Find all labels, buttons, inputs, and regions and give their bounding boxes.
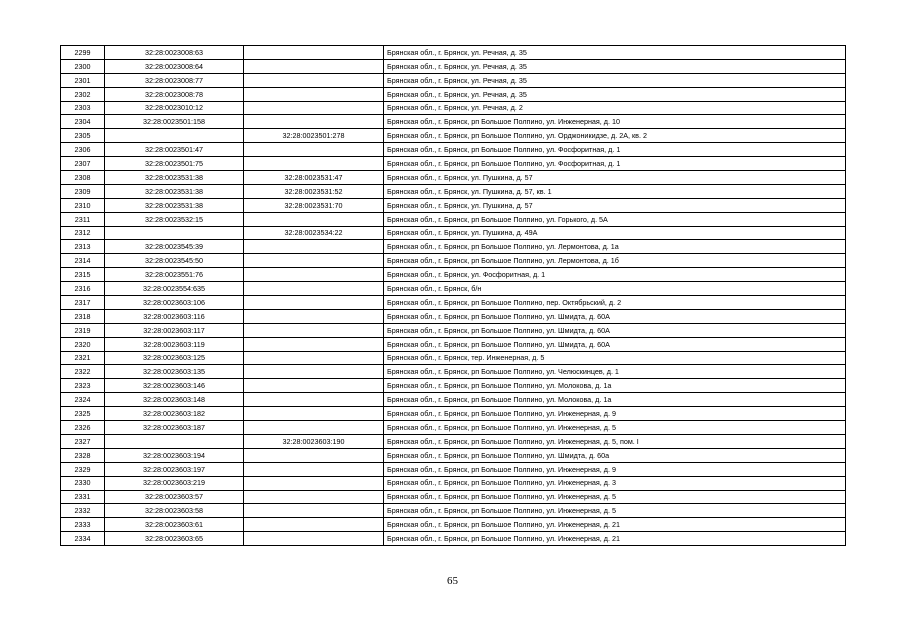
related-cadastral-number-cell bbox=[244, 337, 384, 351]
table-row bbox=[61, 351, 846, 365]
related-cadastral-number-cell bbox=[244, 323, 384, 337]
row-number-cell: 2324 bbox=[61, 393, 105, 407]
related-cadastral-number-cell bbox=[244, 504, 384, 518]
table-row bbox=[61, 171, 846, 185]
related-cadastral-number-cell: 32:28:0023501:278 bbox=[244, 129, 384, 143]
address-cell: Брянская обл., г. Брянск, рп Большое Полпино, ул. Инженерная, д. 21 bbox=[384, 518, 846, 532]
cadastral-number-cell: 32:28:0023603:58 bbox=[105, 504, 244, 518]
table-row bbox=[61, 46, 846, 60]
address-cell: Брянская обл., г. Брянск, рп Большое Полпино, ул. Инженерная, д. 5 bbox=[384, 504, 846, 518]
address-cell: Брянская обл., г. Брянск, рп Большое Полпино, ул. Шмидта, д. 60А bbox=[384, 323, 846, 337]
table-row bbox=[61, 198, 846, 212]
cadastral-number-cell bbox=[105, 434, 244, 448]
row-number-cell: 2299 bbox=[61, 46, 105, 60]
related-cadastral-number-cell bbox=[244, 476, 384, 490]
related-cadastral-number-cell: 32:28:0023531:52 bbox=[244, 184, 384, 198]
cadastral-number-cell: 32:28:0023603:116 bbox=[105, 309, 244, 323]
related-cadastral-number-cell bbox=[244, 143, 384, 157]
related-cadastral-number-cell bbox=[244, 407, 384, 421]
cadastral-number-cell: 32:28:0023603:117 bbox=[105, 323, 244, 337]
address-cell: Брянская обл., г. Брянск, рп Большое Полпино, ул. Челюскинцев, д. 1 bbox=[384, 365, 846, 379]
related-cadastral-number-cell bbox=[244, 518, 384, 532]
table-row bbox=[61, 73, 846, 87]
cadastral-number-cell: 32:28:0023008:78 bbox=[105, 87, 244, 101]
row-number-cell: 2326 bbox=[61, 421, 105, 435]
address-cell: Брянская обл., г. Брянск, рп Большое Полпино, ул. Инженерная, д. 5, пом. I bbox=[384, 434, 846, 448]
address-cell: Брянская обл., г. Брянск, рп Большое Полпино, ул. Инженерная, д. 21 bbox=[384, 532, 846, 546]
address-cell: Брянская обл., г. Брянск, рп Большое Полпино, пер. Октябрьский, д. 2 bbox=[384, 296, 846, 310]
table-row bbox=[61, 337, 846, 351]
cadastral-number-cell: 32:28:0023551:76 bbox=[105, 268, 244, 282]
table-row bbox=[61, 157, 846, 171]
table-row bbox=[61, 532, 846, 546]
cadastral-number-cell: 32:28:0023008:64 bbox=[105, 59, 244, 73]
cadastral-number-cell: 32:28:0023008:77 bbox=[105, 73, 244, 87]
row-number-cell: 2311 bbox=[61, 212, 105, 226]
related-cadastral-number-cell bbox=[244, 240, 384, 254]
table-row bbox=[61, 59, 846, 73]
related-cadastral-number-cell bbox=[244, 73, 384, 87]
row-number-cell: 2304 bbox=[61, 115, 105, 129]
related-cadastral-number-cell: 32:28:0023534:22 bbox=[244, 226, 384, 240]
cadastral-number-cell bbox=[105, 129, 244, 143]
row-number-cell: 2316 bbox=[61, 282, 105, 296]
cadastral-number-cell: 32:28:0023603:119 bbox=[105, 337, 244, 351]
cadastral-number-cell: 32:28:0023603:182 bbox=[105, 407, 244, 421]
row-number-cell: 2334 bbox=[61, 532, 105, 546]
table-row bbox=[61, 365, 846, 379]
related-cadastral-number-cell bbox=[244, 379, 384, 393]
address-cell: Брянская обл., г. Брянск, рп Большое Полпино, ул. Орджоникидзе, д. 2А, кв. 2 bbox=[384, 129, 846, 143]
table-row bbox=[61, 254, 846, 268]
related-cadastral-number-cell bbox=[244, 212, 384, 226]
related-cadastral-number-cell bbox=[244, 421, 384, 435]
table-row bbox=[61, 101, 846, 115]
cadastral-number-cell: 32:28:0023603:148 bbox=[105, 393, 244, 407]
row-number-cell: 2327 bbox=[61, 434, 105, 448]
related-cadastral-number-cell bbox=[244, 490, 384, 504]
cadastral-number-cell: 32:28:0023603:125 bbox=[105, 351, 244, 365]
row-number-cell: 2332 bbox=[61, 504, 105, 518]
related-cadastral-number-cell bbox=[244, 296, 384, 310]
row-number-cell: 2300 bbox=[61, 59, 105, 73]
table-row bbox=[61, 226, 846, 240]
related-cadastral-number-cell bbox=[244, 268, 384, 282]
table-row bbox=[61, 129, 846, 143]
table-row bbox=[61, 268, 846, 282]
address-cell: Брянская обл., г. Брянск, ул. Пушкина, д. 49А bbox=[384, 226, 846, 240]
cadastral-number-cell: 32:28:0023603:146 bbox=[105, 379, 244, 393]
related-cadastral-number-cell bbox=[244, 87, 384, 101]
cadastral-number-cell: 32:28:0023501:158 bbox=[105, 115, 244, 129]
cadastral-number-cell bbox=[105, 226, 244, 240]
table-row bbox=[61, 490, 846, 504]
related-cadastral-number-cell bbox=[244, 59, 384, 73]
table-row bbox=[61, 407, 846, 421]
row-number-cell: 2305 bbox=[61, 129, 105, 143]
table-row bbox=[61, 504, 846, 518]
address-cell: Брянская обл., г. Брянск, рп Большое Полпино, ул. Фосфоритная, д. 1 bbox=[384, 143, 846, 157]
table-row bbox=[61, 115, 846, 129]
table-row bbox=[61, 393, 846, 407]
cadastral-number-cell: 32:28:0023603:194 bbox=[105, 448, 244, 462]
address-cell: Брянская обл., г. Брянск, рп Большое Полпино, ул. Горького, д. 5А bbox=[384, 212, 846, 226]
row-number-cell: 2308 bbox=[61, 171, 105, 185]
row-number-cell: 2325 bbox=[61, 407, 105, 421]
table-row bbox=[61, 518, 846, 532]
address-cell: Брянская обл., г. Брянск, рп Большое Полпино, ул. Инженерная, д. 3 bbox=[384, 476, 846, 490]
row-number-cell: 2318 bbox=[61, 309, 105, 323]
table-body bbox=[61, 46, 846, 546]
cadastral-number-cell: 32:28:0023501:75 bbox=[105, 157, 244, 171]
table-row bbox=[61, 448, 846, 462]
table-row bbox=[61, 143, 846, 157]
row-number-cell: 2330 bbox=[61, 476, 105, 490]
related-cadastral-number-cell bbox=[244, 115, 384, 129]
row-number-cell: 2315 bbox=[61, 268, 105, 282]
related-cadastral-number-cell bbox=[244, 351, 384, 365]
cadastral-number-cell: 32:28:0023603:61 bbox=[105, 518, 244, 532]
address-cell: Брянская обл., г. Брянск, рп Большое Полпино, ул. Фосфоритная, д. 1 bbox=[384, 157, 846, 171]
related-cadastral-number-cell bbox=[244, 365, 384, 379]
table-row bbox=[61, 379, 846, 393]
row-number-cell: 2307 bbox=[61, 157, 105, 171]
related-cadastral-number-cell bbox=[244, 448, 384, 462]
address-cell: Брянская обл., г. Брянск, ул. Пушкина, д. 57 bbox=[384, 171, 846, 185]
row-number-cell: 2314 bbox=[61, 254, 105, 268]
cadastral-number-cell: 32:28:0023603:57 bbox=[105, 490, 244, 504]
table-row bbox=[61, 212, 846, 226]
page-number: 65 bbox=[447, 575, 458, 587]
row-number-cell: 2321 bbox=[61, 351, 105, 365]
related-cadastral-number-cell: 32:28:0023603:190 bbox=[244, 434, 384, 448]
cadastral-number-cell: 32:28:0023603:135 bbox=[105, 365, 244, 379]
address-cell: Брянская обл., г. Брянск, рп Большое Полпино, ул. Молокова, д. 1а bbox=[384, 379, 846, 393]
row-number-cell: 2306 bbox=[61, 143, 105, 157]
table-row bbox=[61, 309, 846, 323]
cadastral-number-cell: 32:28:0023603:197 bbox=[105, 462, 244, 476]
related-cadastral-number-cell bbox=[244, 532, 384, 546]
table-row bbox=[61, 282, 846, 296]
table-row bbox=[61, 421, 846, 435]
related-cadastral-number-cell bbox=[244, 101, 384, 115]
row-number-cell: 2303 bbox=[61, 101, 105, 115]
related-cadastral-number-cell bbox=[244, 46, 384, 60]
address-cell: Брянская обл., г. Брянск, б/н bbox=[384, 282, 846, 296]
table-row bbox=[61, 87, 846, 101]
related-cadastral-number-cell bbox=[244, 254, 384, 268]
address-cell: Брянская обл., г. Брянск, рп Большое Полпино, ул. Лермонтова, д. 1а bbox=[384, 240, 846, 254]
address-cell: Брянская обл., г. Брянск, рп Большое Полпино, ул. Инженерная, д. 10 bbox=[384, 115, 846, 129]
address-cell: Брянская обл., г. Брянск, ул. Речная, д. 2 bbox=[384, 101, 846, 115]
row-number-cell: 2329 bbox=[61, 462, 105, 476]
address-cell: Брянская обл., г. Брянск, ул. Пушкина, д. 57, кв. 1 bbox=[384, 184, 846, 198]
row-number-cell: 2302 bbox=[61, 87, 105, 101]
cadastral-number-cell: 32:28:0023603:106 bbox=[105, 296, 244, 310]
address-cell: Брянская обл., г. Брянск, рп Большое Полпино, ул. Инженерная, д. 5 bbox=[384, 421, 846, 435]
table-row bbox=[61, 434, 846, 448]
related-cadastral-number-cell bbox=[244, 157, 384, 171]
cadastral-register-table bbox=[60, 45, 846, 546]
cadastral-number-cell: 32:28:0023545:50 bbox=[105, 254, 244, 268]
cadastral-number-cell: 32:28:0023531:38 bbox=[105, 171, 244, 185]
address-cell: Брянская обл., г. Брянск, рп Большое Полпино, ул. Инженерная, д. 5 bbox=[384, 490, 846, 504]
table-row bbox=[61, 462, 846, 476]
row-number-cell: 2313 bbox=[61, 240, 105, 254]
cadastral-number-cell: 32:28:0023554:635 bbox=[105, 282, 244, 296]
cadastral-number-cell: 32:28:0023501:47 bbox=[105, 143, 244, 157]
address-cell: Брянская обл., г. Брянск, ул. Речная, д. 35 bbox=[384, 87, 846, 101]
table-row bbox=[61, 323, 846, 337]
cadastral-number-cell: 32:28:0023603:65 bbox=[105, 532, 244, 546]
row-number-cell: 2301 bbox=[61, 73, 105, 87]
address-cell: Брянская обл., г. Брянск, ул. Речная, д. 35 bbox=[384, 73, 846, 87]
address-cell: Брянская обл., г. Брянск, тер. Инженерная, д. 5 bbox=[384, 351, 846, 365]
row-number-cell: 2310 bbox=[61, 198, 105, 212]
cadastral-number-cell: 32:28:0023532:15 bbox=[105, 212, 244, 226]
address-cell: Брянская обл., г. Брянск, ул. Пушкина, д. 57 bbox=[384, 198, 846, 212]
row-number-cell: 2312 bbox=[61, 226, 105, 240]
address-cell: Брянская обл., г. Брянск, ул. Речная, д. 35 bbox=[384, 59, 846, 73]
table-row bbox=[61, 184, 846, 198]
address-cell: Брянская обл., г. Брянск, рп Большое Полпино, ул. Шмидта, д. 60А bbox=[384, 309, 846, 323]
row-number-cell: 2320 bbox=[61, 337, 105, 351]
address-cell: Брянская обл., г. Брянск, рп Большое Полпино, ул. Инженерная, д. 9 bbox=[384, 407, 846, 421]
address-cell: Брянская обл., г. Брянск, рп Большое Полпино, ул. Молокова, д. 1а bbox=[384, 393, 846, 407]
table-row bbox=[61, 240, 846, 254]
related-cadastral-number-cell bbox=[244, 309, 384, 323]
cadastral-number-cell: 32:28:0023603:187 bbox=[105, 421, 244, 435]
cadastral-number-cell: 32:28:0023531:38 bbox=[105, 184, 244, 198]
related-cadastral-number-cell bbox=[244, 393, 384, 407]
row-number-cell: 2319 bbox=[61, 323, 105, 337]
row-number-cell: 2331 bbox=[61, 490, 105, 504]
related-cadastral-number-cell bbox=[244, 282, 384, 296]
address-cell: Брянская обл., г. Брянск, ул. Фосфоритная, д. 1 bbox=[384, 268, 846, 282]
row-number-cell: 2323 bbox=[61, 379, 105, 393]
row-number-cell: 2322 bbox=[61, 365, 105, 379]
address-cell: Брянская обл., г. Брянск, рп Большое Полпино, ул. Лермонтова, д. 1б bbox=[384, 254, 846, 268]
address-cell: Брянская обл., г. Брянск, рп Большое Полпино, ул. Инженерная, д. 9 bbox=[384, 462, 846, 476]
row-number-cell: 2328 bbox=[61, 448, 105, 462]
related-cadastral-number-cell: 32:28:0023531:47 bbox=[244, 171, 384, 185]
cadastral-number-cell: 32:28:0023545:39 bbox=[105, 240, 244, 254]
cadastral-number-cell: 32:28:0023603:219 bbox=[105, 476, 244, 490]
table-row bbox=[61, 476, 846, 490]
row-number-cell: 2309 bbox=[61, 184, 105, 198]
address-cell: Брянская обл., г. Брянск, рп Большое Полпино, ул. Шмидта, д. 60а bbox=[384, 448, 846, 462]
row-number-cell: 2317 bbox=[61, 296, 105, 310]
cadastral-number-cell: 32:28:0023531:38 bbox=[105, 198, 244, 212]
cadastral-number-cell: 32:28:0023008:63 bbox=[105, 46, 244, 60]
table-row bbox=[61, 296, 846, 310]
row-number-cell: 2333 bbox=[61, 518, 105, 532]
related-cadastral-number-cell: 32:28:0023531:70 bbox=[244, 198, 384, 212]
address-cell: Брянская обл., г. Брянск, рп Большое Полпино, ул. Шмидта, д. 60А bbox=[384, 337, 846, 351]
cadastral-number-cell: 32:28:0023010:12 bbox=[105, 101, 244, 115]
address-cell: Брянская обл., г. Брянск, ул. Речная, д. 35 bbox=[384, 46, 846, 60]
related-cadastral-number-cell bbox=[244, 462, 384, 476]
